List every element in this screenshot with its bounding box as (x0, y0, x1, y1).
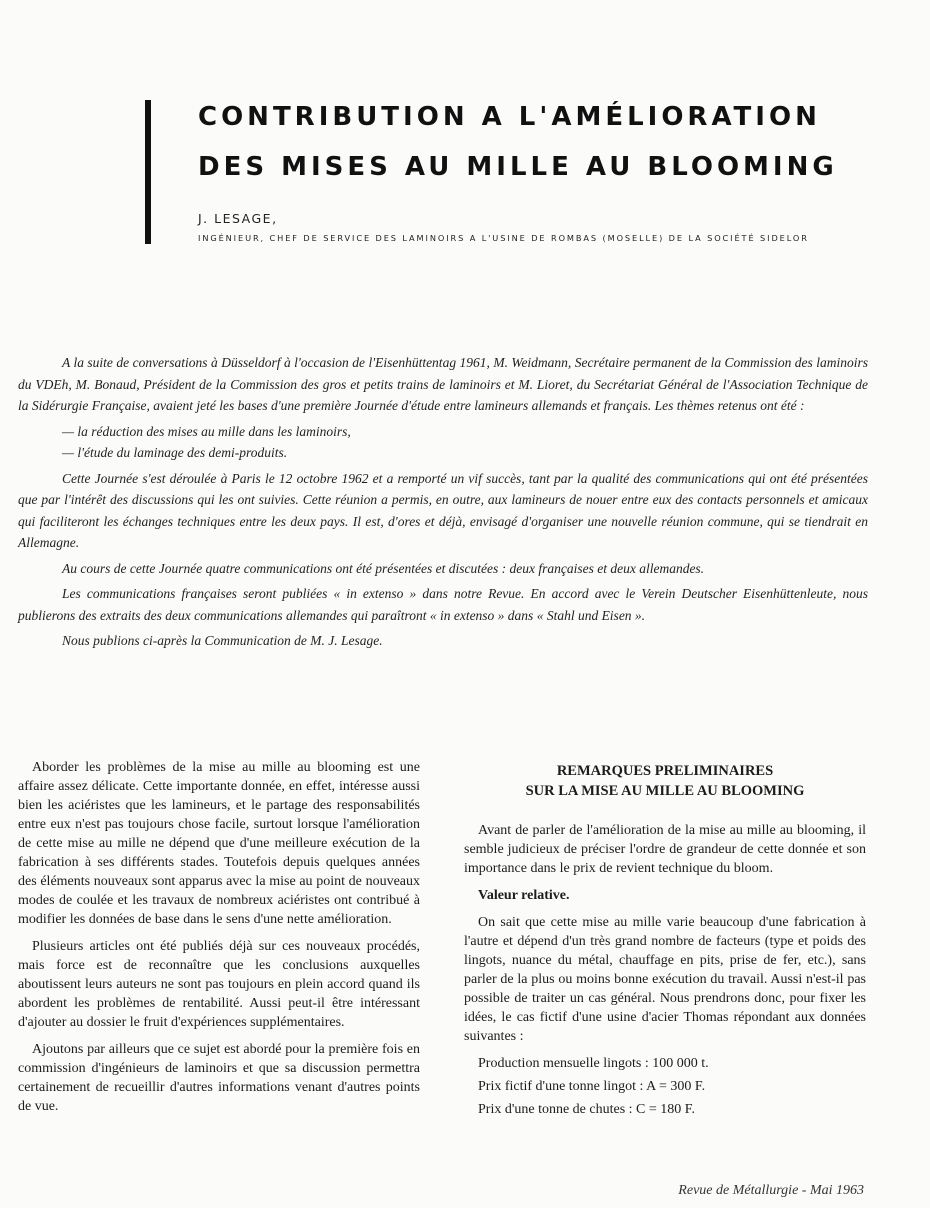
data-row-scrap-price: Prix d'une tonne de chutes : C = 180 F. (478, 1102, 695, 1117)
intro-paragraph: Nous publions ci-après la Communication de M. J. Lesage. (62, 633, 383, 648)
body-paragraph: Aborder les problèmes de la mise au mille au blooming est une affaire assez délicate. Cette importante donnée, en effet, intéresse aussi bien les aciéristes que les lamineurs, et le partage des responsabilités entre eux n'est pas toujours chose facile, surtout lorsque l'amélioration de cette mise au mille ne dépend que d'une meilleure exécution de la fabrication à ses différents stades. Toutefois depuis quelques années des éléments nouveaux sont apparus avec la mise au point de nouveaux modes de coulée et les travaux de nombreux aciéristes ont contribué à modifier les données de base dans le sens d'une nette amélioration. (18, 760, 420, 927)
editorial-intro (18, 352, 868, 656)
title-rule (145, 100, 151, 244)
section-heading (464, 761, 866, 801)
section-heading-line-1: REMARQUES PRELIMINAIRES (556, 763, 774, 779)
right-column (464, 758, 866, 1123)
section-heading-line-2: SUR LA MISE AU MILLE AU BLOOMING (525, 783, 805, 799)
intro-paragraph: Cette Journée s'est déroulée à Paris le 12 octobre 1962 et a remporté un vif succès, tant par la qualité des communications qui ont été présentées que par l'intérêt des discussions qui les ont suivies. Cette réunion a permis, en outre, aux lamineurs de nouer entre eux des contacts personnels et amicaux qui faciliteront les échanges techniques entre les deux pays. Il est, d'ores et déjà, envisagé d'organiser une nouvelle réunion commune, qui se tiendrait en Allemagne. (18, 470, 868, 550)
intro-paragraph: Les communications françaises seront publiées « in extenso » dans notre Revue. En accord avec le Verein Deutscher Eisenhüttenleute, nous publierons des extraits des deux communications allemandes qui paraîtront « in extenso » dans « Stahl und Eisen ». (18, 586, 868, 623)
subsection-heading: Valeur relative. (478, 888, 570, 903)
data-row-ingot-price: Prix fictif d'une tonne lingot : A = 300 F. (478, 1079, 706, 1094)
left-column (18, 758, 420, 1124)
body-paragraph: Avant de parler de l'amélioration de la mise au mille au blooming, il semble judicieux de préciser l'ordre de grandeur de cette donnée et son importance dans le prix de revient technique du bloom. (464, 823, 866, 876)
body-paragraph: Plusieurs articles ont été publiés déjà sur ces nouveaux procédés, mais force est de reconnaître que les conclusions auxquelles aboutissent leurs auteurs ne sont pas toujours en plein accord quand ils abordent les problèmes de rentabilité. Aussi peut-il être intéressant d'ajouter au dossier le fruit d'expériences supplémentaires. (18, 939, 420, 1030)
body-paragraph: Ajoutons par ailleurs que ce sujet est abordé pour la première fois en commission d'ingénieurs de laminoirs et que sa discussion permettra certainement de recueillir d'autres informations venant d'autres points de vue. (18, 1042, 420, 1114)
intro-paragraph: A la suite de conversations à Düsseldorf à l'occasion de l'Eisenhüttentag 1961, M. Weidmann, Secrétaire permanent de la Commission des laminoirs du VDEh, M. Bonaud, Président de la Commission des gros et petits trains de laminoirs et M. Lioret, du Secrétariat Général de l'Association Technique de la Sidérurgie Française, avaient jeté les bases d'une première Journée d'étude entre lamineurs allemands et français. Les thèmes retenus ont été : (18, 355, 868, 413)
intro-list-item: — l'étude du laminage des demi-produits. (62, 445, 288, 460)
title-line-2: DES MISES AU MILLE AU BLOOMING (198, 152, 838, 182)
body-paragraph: On sait que cette mise au mille varie beaucoup d'une fabrication à l'autre et dépend d'un très grand nombre de facteurs (type et poids des lingots, nuance du métal, chauffage en pits, prise de fer, etc.), sans parler de la plus ou moins bonne exécution du travail. Aussi n'est-il pas possible de traiter un cas général. Nous prendrons donc, pour fixer les idées, le cas fictif d'une usine d'acier Thomas répondant aux données suivantes : (464, 915, 866, 1044)
author-name: J. LESAGE, (198, 211, 278, 226)
intro-list-item: — la réduction des mises au mille dans les laminoirs, (62, 423, 351, 439)
data-row-production: Production mensuelle lingots : 100 000 t. (478, 1056, 709, 1071)
author-affiliation: INGÉNIEUR, CHEF DE SERVICE DES LAMINOIRS A L'USINE DE ROMBAS (MOSELLE) DE LA SOCIÉTÉ SIDELOR (198, 233, 809, 243)
intro-paragraph: Au cours de cette Journée quatre communications ont été présentées et discutées : deux françaises et deux allemandes. (62, 560, 705, 576)
title-line-1: CONTRIBUTION A L'AMÉLIORATION (198, 102, 821, 132)
journal-footer: Revue de Métallurgie - Mai 1963 (678, 1183, 864, 1198)
article-title (198, 92, 878, 192)
